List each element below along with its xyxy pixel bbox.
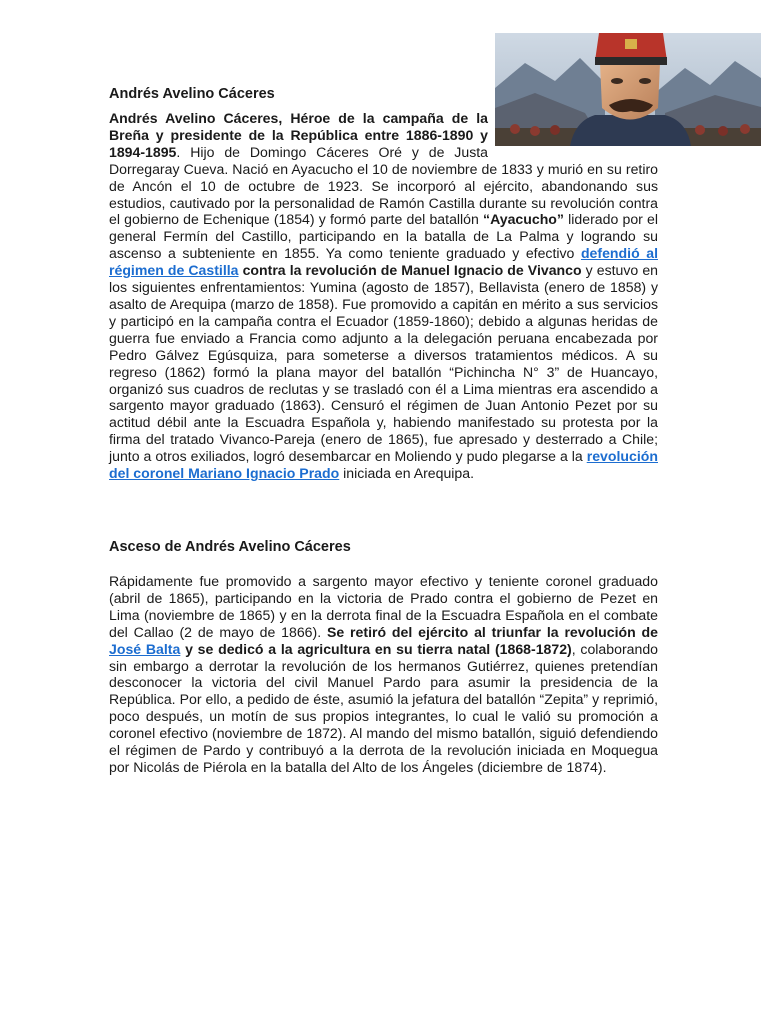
intro-lead: Andrés Avelino Cáceres, Héroe de la campaña de la Breña y presidente de la República entre 1886-1890 y 1894-1895 [109, 110, 488, 160]
page-title: Andrés Avelino Cáceres [109, 86, 275, 102]
section2-paragraph [109, 573, 658, 776]
intro-text-1: . Hijo de Domingo Cáceres Oré y de Justa Dorregaray Cueva. Nació en Ayacucho el 10 de noviembre de 1833 y murió en su retiro de Ancón el 10 de octubre de 1923. Se incorporó al ejército, abandonando sus estudios, cautivado por la personalidad de Ramón Castilla durante su revolución contra el gobierno de Echenique (1854) y formó parte del batallón [109, 143, 658, 228]
intro-bold-ayacucho: “Ayacucho” [483, 211, 564, 228]
section2-text-2: , colaborando sin embargo a derrotar la revolución de los hermanos Gutiérrez, quienes pretendían desconocer la victoria del civil Manuel Pardo para asumir la presidencia de la República. Por ello, a pedido de éste, asumió la jefatura del batallón “Zepita” y reprimió, poco después, un motín de sus propios integrantes, lo cual le valió su promoción a coronel efectivo (noviembre de 1872). Al mando del mismo batallón, siguió defendiendo el régimen de Pardo y contribuyó a la derrota de la revolución iniciada en Moquegua por Nicolás de Piérola en la batalla del Alto de los Ángeles (diciembre de 1874). [109, 640, 658, 775]
portrait-spacer [488, 110, 658, 160]
section2-bold-2: y se dedicó a la agricultura en su tierra natal (1868-1872) [180, 640, 572, 657]
intro-text-3: y estuvo en los siguientes enfrentamientos: Yumina (agosto de 1857), Bellavista (enero de 1858) y asalto de Arequipa (marzo de 1858). Fue promovido a capitán en mérito a sus servicios y participó en la campaña contra el Ecuador (1859-1860); debido a algunas heridas de guerra fue enviado a Francia como adjunto a la delegación peruana encabezada por Pedro Gálvez Egúsquiza, para someterse a diversos tratamientos médicos. A su regreso (1862) formó la plana mayor del batallón “Pichincha N° 3” de Huancayo, organizó sus cuadros de reclutas y se trasladó con él a Lima mientras era ascendido a sargento mayor graduado (1863). Censuró el régimen de Juan Antonio Pezet por su actitud débil ante la Escuadra Española y, habiendo manifestado su protesta por la firma del tratado Vivanco-Pareja (enero de 1865), fue apresado y desterrado a Chile; junto a otros exiliados, logró desembarcar en Moliendo y pudo plegarse a la [109, 262, 658, 465]
link-jose-balta[interactable]: José Balta [109, 640, 181, 657]
link-regimen-castilla[interactable]: defendió al régimen de Castilla [109, 245, 658, 279]
link-revolucion-prado[interactable]: revolución del coronel Mariano Ignacio Prado [109, 448, 658, 482]
intro-paragraph-rest [109, 110, 658, 482]
section2-text-1: Rápidamente fue promovido a sargento mayor efectivo y teniente coronel graduado (abril de 1865), participando en la victoria de Prado contra el gobierno de Pezet en Lima (noviembre de 1865) y en la derrota final de la Escuadra Española en el combate del Callao (2 de mayo de 1866). [109, 573, 658, 640]
intro-bold-vivanco: contra la revolución de Manuel Ignacio de Vivanco [238, 262, 582, 279]
intro-text-4: iniciada en Arequipa. [339, 465, 475, 482]
section2-bold-1: Se retiró del ejército al triunfar la revolución de [326, 623, 659, 640]
section2-heading: Asceso de Andrés Avelino Cáceres [109, 539, 351, 555]
intro-text-2: liderado por el general Fermín del Castillo, participando en la batalla de La Palma y logrando su ascenso a subteniente en 1855. Ya como teniente graduado y efectivo [109, 211, 658, 262]
